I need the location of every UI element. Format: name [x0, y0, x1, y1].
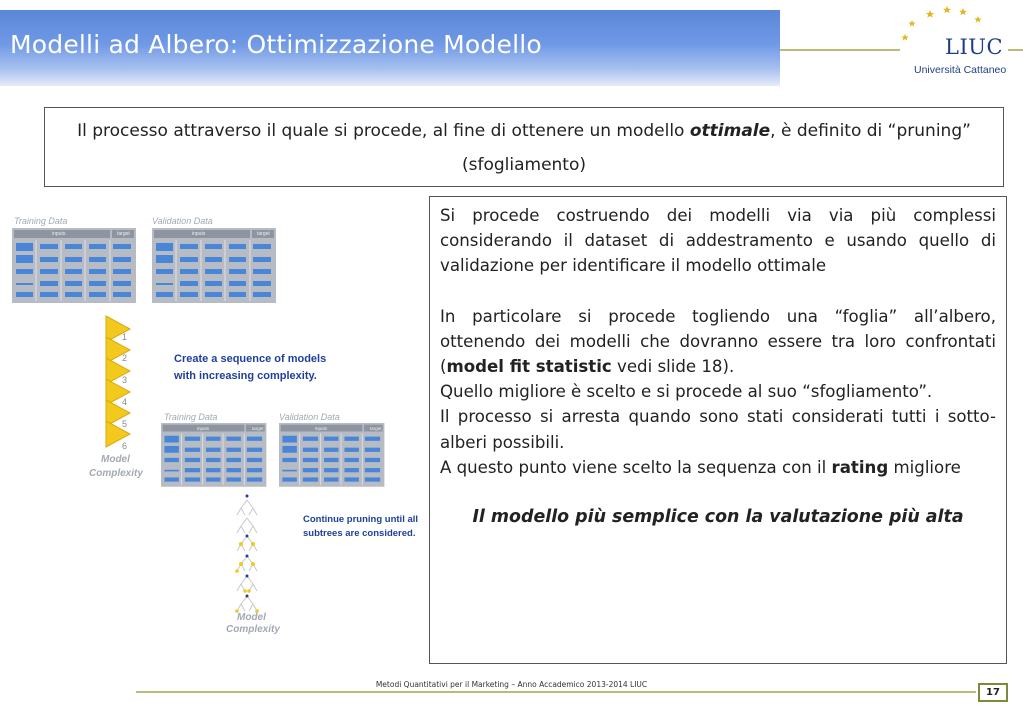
definition-box — [44, 107, 1004, 187]
validation-data-label-top: Validation Data — [152, 216, 213, 226]
paragraph-2-end: vedi slide 18). — [611, 357, 735, 377]
model-label-1: Model — [101, 454, 130, 465]
target-label-bottom-2: target — [370, 426, 382, 431]
explanation-box — [429, 196, 1007, 664]
sequence-caption-1: Create a sequence of models — [174, 353, 327, 365]
pruning-caption-2: subtrees are considered. — [303, 528, 416, 539]
pruning-illustration — [0, 200, 425, 660]
validation-data-label-bottom: Validation Data — [279, 412, 340, 422]
title-divider — [780, 49, 900, 51]
definition-text-start: Il processo attraverso il quale si procede, al fine di ottenere un modello — [77, 121, 690, 141]
model-label-2: Model — [237, 612, 266, 623]
inputs-label-top-1: inputs — [52, 231, 66, 237]
step-2: 2 — [122, 353, 128, 363]
logo-name: LIUC — [945, 35, 1004, 59]
paragraph-5-start: A questo punto viene scelto la sequenza con il — [440, 457, 832, 477]
footer-divider — [136, 691, 976, 693]
training-data-label-top: Training Data — [14, 216, 68, 226]
inputs-label-bottom-2: inputs — [315, 426, 328, 431]
paragraph-5-end: migliore — [888, 457, 961, 477]
inputs-label-bottom-1: inputs — [197, 426, 210, 431]
page-number: 17 — [978, 683, 1008, 702]
step-4: 4 — [122, 397, 128, 407]
paragraph-1: Si procede costruendo dei modelli via via più complessi considerando il dataset di addestramento e usando quello di validazione per identificare il modello ottimale — [440, 206, 996, 276]
step-5: 5 — [122, 419, 128, 429]
conclusion: Il modello più semplice con la valutazione più alta — [472, 507, 964, 528]
slide-title: Modelli ad Albero: Ottimizzazione Modello — [10, 30, 542, 59]
step-3: 3 — [122, 375, 128, 385]
complexity-label-1: Complexity — [89, 468, 143, 479]
model-fit-statistic: model fit statistic — [446, 357, 612, 377]
paragraph-5 — [440, 455, 996, 480]
complexity-label-2: Complexity — [226, 624, 280, 635]
sequence-caption-2: with increasing complexity. — [174, 370, 317, 382]
footer-text: Metodi Quantitativi per il Marketing – Anno Accademico 2013-2014 LIUC — [375, 680, 648, 689]
paragraph-3: Quello migliore è scelto e si procede al suo “sfogliamento”. — [440, 382, 933, 402]
target-label-top-1: target — [117, 231, 130, 237]
inputs-label-top-2: inputs — [192, 231, 206, 237]
logo-subtitle: Università Cattaneo — [914, 64, 1007, 76]
target-label-top-2: target — [257, 231, 270, 237]
paragraph-2-start: In particolare si procede togliendo una “foglia” all’albero, ottenendo dei modelli che dovranno essere tra loro confrontati ( — [440, 306, 996, 377]
training-data-label-bottom: Training Data — [164, 412, 218, 422]
rating-word: rating — [831, 457, 889, 477]
target-label-bottom-1: target — [252, 426, 264, 431]
subtree-sequence-icon — [235, 495, 259, 613]
paragraph-2 — [440, 304, 996, 380]
paragraph-4: Il processo si arresta quando sono stati considerati tutti i sotto-alberi possibili. — [440, 407, 996, 452]
definition-text-end: , è definito di “pruning” (sfogliamento) — [461, 121, 971, 175]
step-6: 6 — [122, 441, 128, 451]
pruning-caption-1: Continue pruning until all — [303, 514, 419, 525]
definition-emphasis: ottimale — [689, 121, 771, 141]
step-1: 1 — [122, 332, 128, 342]
